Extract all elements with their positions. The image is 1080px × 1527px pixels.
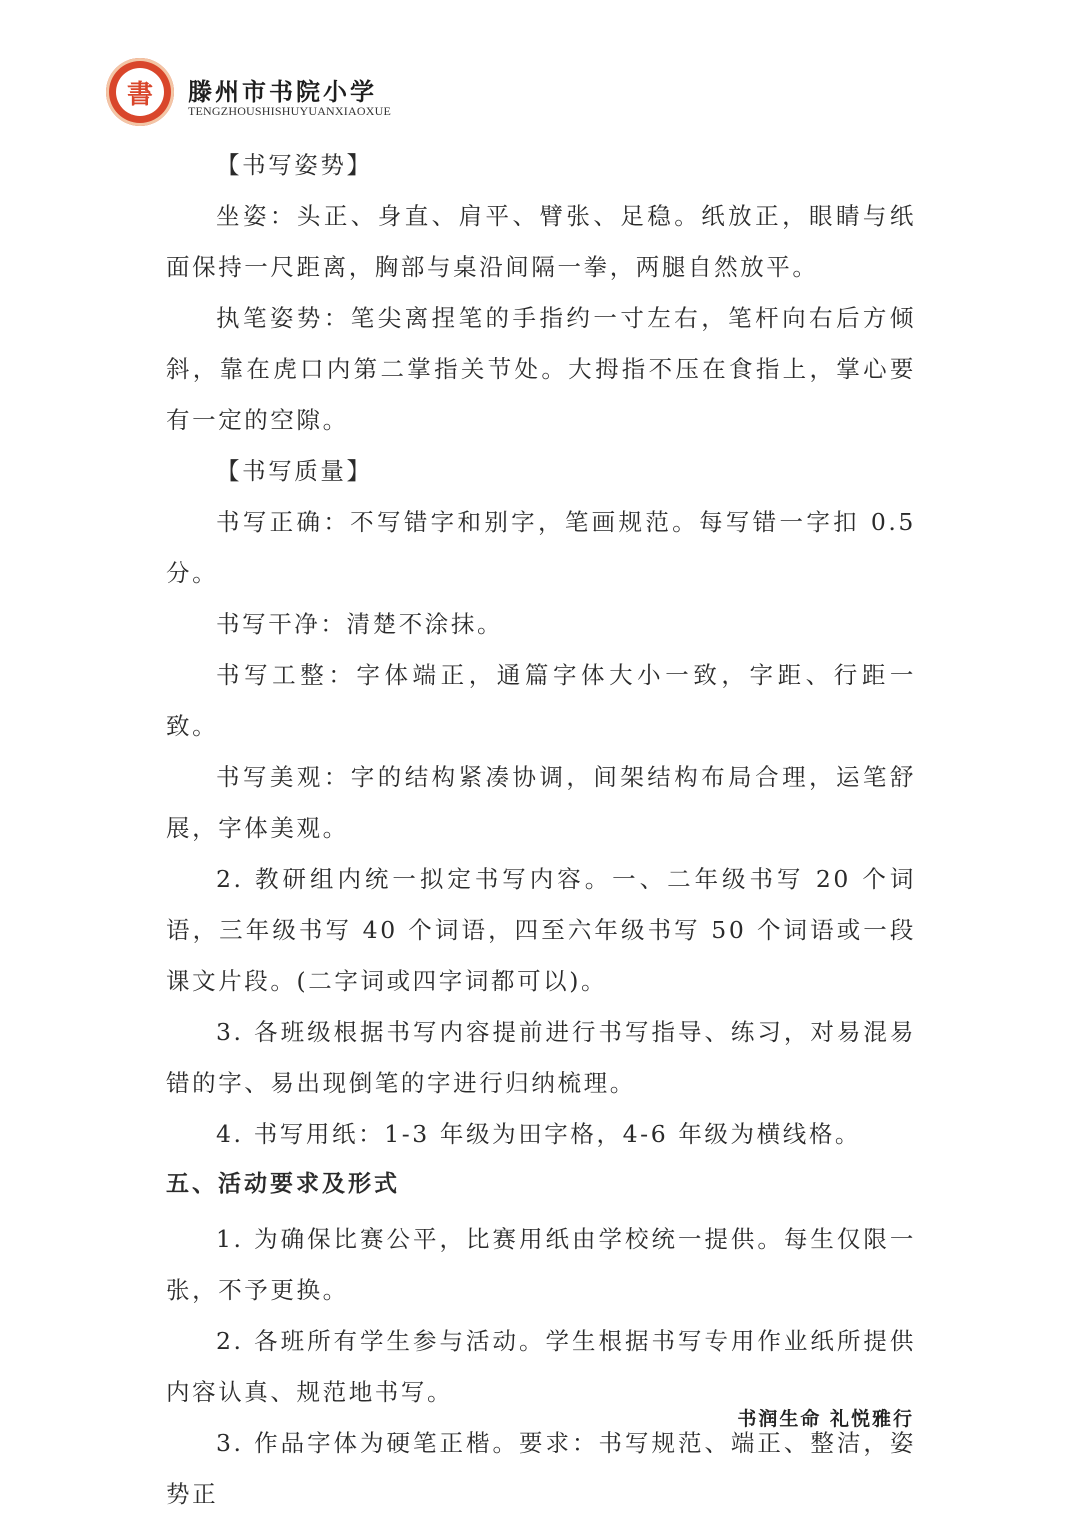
para-item-4: 4. 书写用纸：1-3 年级为田字格，4-6 年级为横线格。 [216,1120,862,1148]
para-beauty: 书写美观：字的结构紧凑协调，间架结构布局合理，运笔舒展，字体美观。 [166,763,916,842]
para-s5-item-2: 2. 各班所有学生参与活动。学生根据书写专用作业纸所提供内容认真、规范地书写。 [166,1327,916,1406]
school-name: 滕州市书院小学 [188,77,377,106]
para-neat: 书写工整：字体端正，通篇字体大小一致，字距、行距一致。 [166,661,916,740]
heading-posture: 【书写姿势】 [216,151,373,179]
para-s5-item-3: 3. 作品字体为硬笔正楷。要求：书写规范、端正、整洁，姿势正 [166,1429,916,1508]
para-pen-grip: 执笔姿势：笔尖离捏笔的手指约一寸左右，笔杆向右后方倾斜，靠在虎口内第二掌指关节处。大拇指不压在食指上，掌心要有一定的空隙。 [166,304,916,434]
para-correct: 书写正确：不写错字和别字，笔画规范。每写错一字扣 0.5 分。 [166,508,916,587]
school-pinyin: TENGZHOUSHISHUYUANXIAOXUE [188,104,391,118]
document-body [166,140,916,1520]
para-s5-item-1: 1. 为确保比赛公平，比赛用纸由学校统一提供。每生仅限一张，不予更换。 [166,1225,916,1304]
footer-motto: 书润生命 礼悦雅行 [737,1408,914,1430]
section-5-heading: 五、活动要求及形式 [166,1171,400,1197]
school-logo [106,58,174,126]
para-sitting: 坐姿：头正、身直、肩平、臂张、足稳。纸放正，眼睛与纸面保持一尺距离，胸部与桌沿间隔一拳，两腿自然放平。 [166,202,916,281]
heading-quality: 【书写质量】 [216,457,373,485]
para-clean: 书写干净：清楚不涂抹。 [216,610,504,638]
para-item-3: 3. 各班级根据书写内容提前进行书写指导、练习，对易混易错的字、易出现倒笔的字进行归纳梳理。 [166,1018,916,1097]
para-item-2: 2. 教研组内统一拟定书写内容。一、二年级书写 20 个词语，三年级书写 40 个词语，四至六年级书写 50 个词语或一段课文片段。(二字词或四字词都可以)。 [166,865,916,995]
logo-glyph: 書 [116,68,164,116]
